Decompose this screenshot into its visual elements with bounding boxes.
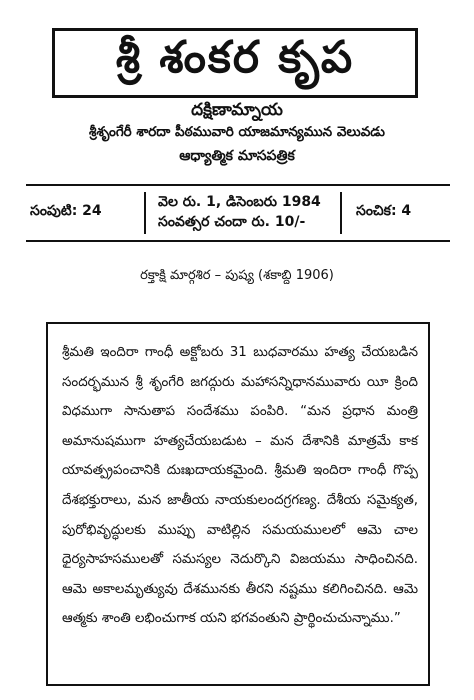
price-and-date: వెల రు. 1, డిసెంబరు 1984 xyxy=(158,194,321,210)
header-line-1: దక్షిణామ్నాయ xyxy=(191,100,283,120)
info-bottom-rule xyxy=(26,240,450,242)
dateline: రక్తాక్షి మార్గశిర – పుష్య (శకాబ్ది 1906) xyxy=(140,268,334,283)
info-divider-left xyxy=(144,192,146,234)
header-line-2: శ్రీశృంగేరీ శారదా పీఠమువారి యాజమాన్యమున వెలువడు xyxy=(89,124,385,140)
info-divider-right xyxy=(340,192,342,234)
volume-number: సంపుటి: 24 xyxy=(30,203,102,219)
masthead-title: శ్రీ శంకర కృప xyxy=(115,32,355,83)
info-top-rule xyxy=(26,184,450,186)
condolence-message-box xyxy=(46,322,430,686)
header-line-3: ఆధ్యాత్మిక మాసపత్రిక xyxy=(179,148,295,164)
masthead xyxy=(52,28,418,98)
annual-subscription: సంవత్సర చందా రు. 10/- xyxy=(158,214,306,230)
condolence-message-text: శ్రీమతి ఇందిరా గాంధీ అక్టోబరు 31 బుధవారము హత్య చేయబడిన సందర్భమున శ్రీ శృంగేరి జగద్గురు మహాసన్నిధానమువారు యీ క్రింది విధముగా సానుతాప సందేశము పంపిరి. “మన ప్రధాన మంత్రి అమానుషముగా హత్యచేయబడుట – మన దేశానికి మాత్రమే కాక యావత్ప్రపంచానికి దుఃఖదాయకమైంది. శ్రీమతి ఇందిరా గాంధీ గొప్ప దేశభక్తురాలు, మన జాతీయ నాయకులందగ్రగణ్య. దేశీయ సమైక్యత, పురోభివృద్ధులకు ముప్పు వాటిల్లిన సమయములలో ఆమె చాల ధైర్యసాహసములతో సమస్యల నెదుర్కొని విజయము సాధించినది. ఆమె అకాలమృత్యువు దేశమునకు తీరని నష్టము కలిగించినది. ఆమె ఆత్మకు శాంతి లభించుగాక యని భగవంతుని ప్రార్థించుచున్నాము.” xyxy=(62,345,418,627)
issue-number: సంచిక: 4 xyxy=(356,203,412,219)
